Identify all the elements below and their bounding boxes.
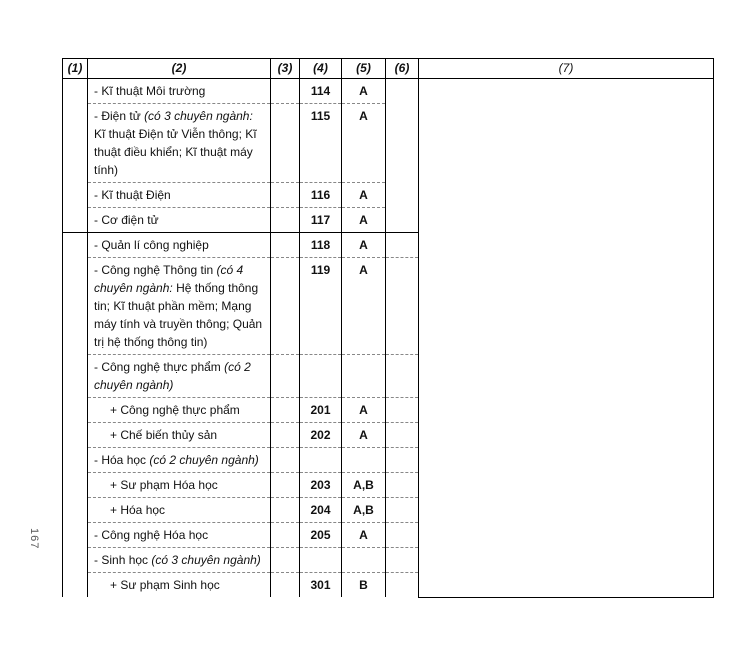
major-name: Công nghệ thực phẩm: [120, 403, 240, 417]
major-code: 114: [300, 79, 342, 104]
col6-cell: [386, 473, 419, 498]
col6-cell: [386, 355, 419, 398]
exam-block: A: [342, 258, 386, 355]
col3-cell: [271, 258, 300, 355]
major-cell: - Công nghệ Thông tin (có 4 chuyên ngành: Hệ thống thông tin; Kĩ thuật phần mềm; Mạng máy tính và truyền thông; Quản trị hệ thống thông tin): [88, 258, 271, 355]
major-name: Sinh học: [101, 553, 152, 567]
major-name: Công nghệ Hóa học: [101, 528, 209, 542]
major-code: 203: [300, 473, 342, 498]
col1-cell: [63, 233, 88, 598]
admissions-table: [62, 58, 714, 598]
col3-cell: [271, 573, 300, 598]
major-code: 204: [300, 498, 342, 523]
major-cell: - Quản lí công nghiệp: [88, 233, 271, 258]
exam-block: A: [342, 423, 386, 448]
col3-cell: [271, 233, 300, 258]
col3-cell: [271, 398, 300, 423]
major-name: Sư phạm Sinh học: [120, 578, 220, 592]
major-name: Chế biến thủy sản: [120, 428, 218, 442]
major-name: Kĩ thuật Điện: [101, 188, 171, 202]
major-name: Công nghệ Thông tin: [101, 263, 217, 277]
page-number: 167: [28, 528, 40, 550]
col3-cell: [271, 548, 300, 573]
major-cell: - Điện tử (có 3 chuyên ngành: Kĩ thuật Điện tử Viễn thông; Kĩ thuật điều khiển; Kĩ thuật máy tính): [88, 104, 271, 183]
header-col-7: (7): [419, 59, 714, 79]
col6-cell: [386, 498, 419, 523]
col3-cell: [271, 523, 300, 548]
col6-cell: [386, 233, 419, 258]
header-col-6: (6): [386, 59, 419, 79]
major-code: 117: [300, 208, 342, 233]
major-cell: - Công nghệ thực phẩm (có 2 chuyên ngành): [88, 355, 271, 398]
col1-cell: [63, 79, 88, 233]
major-name: Hóa học: [101, 453, 150, 467]
exam-block: A: [342, 523, 386, 548]
exam-block: A,B: [342, 473, 386, 498]
major-code: 202: [300, 423, 342, 448]
major-cell: - Công nghệ Hóa học: [88, 523, 271, 548]
major-name: Hóa học: [120, 503, 166, 517]
major-cell: - Kĩ thuật Môi trường: [88, 79, 271, 104]
major-note: (có 3 chuyên ngành): [151, 553, 261, 567]
major-name: Điện tử: [101, 109, 145, 123]
header-col-4: (4): [300, 59, 342, 79]
col3-cell: [271, 208, 300, 233]
exam-block: B: [342, 573, 386, 598]
header-col-5: (5): [342, 59, 386, 79]
col6-cell: [386, 523, 419, 548]
major-name: Quản lí công nghiệp: [101, 238, 209, 252]
col3-cell: [271, 498, 300, 523]
major-note-detail: Hệ thống thông tin; Kĩ thuật phần mềm; Mạng máy tính và truyền thông; Quản trị hệ thống thông tin): [94, 281, 263, 349]
header-col-1: (1): [63, 59, 88, 79]
major-code: 115: [300, 104, 342, 183]
major-cell: + Sư phạm Sinh học: [88, 573, 271, 598]
col6-cell: [386, 79, 419, 233]
col3-cell: [271, 104, 300, 183]
major-note: (có 3 chuyên ngành:: [144, 109, 253, 123]
col3-cell: [271, 448, 300, 473]
major-cell: + Công nghệ thực phẩm: [88, 398, 271, 423]
col3-cell: [271, 473, 300, 498]
exam-block: A: [342, 233, 386, 258]
col6-cell: [386, 398, 419, 423]
major-code: 201: [300, 398, 342, 423]
major-cell: - Hóa học (có 2 chuyên ngành): [88, 448, 271, 473]
major-name: Sư phạm Hóa học: [120, 478, 218, 492]
exam-block: A,B: [342, 498, 386, 523]
col3-cell: [271, 183, 300, 208]
major-note-detail: Kĩ thuật Điện tử Viễn thông; Kĩ thuật điều khiển; Kĩ thuật máy tính): [94, 127, 257, 177]
col7-cell: [419, 79, 714, 598]
major-cell: - Kĩ thuật Điện: [88, 183, 271, 208]
table-row: [63, 79, 714, 104]
major-code: [300, 548, 342, 573]
major-cell: + Sư phạm Hóa học: [88, 473, 271, 498]
exam-block: A: [342, 208, 386, 233]
table-body: [63, 79, 714, 598]
major-name: Công nghệ thực phẩm: [101, 360, 225, 374]
col3-cell: [271, 423, 300, 448]
major-code: [300, 355, 342, 398]
header-row: [63, 59, 714, 79]
major-cell: - Cơ điện tử: [88, 208, 271, 233]
col6-cell: [386, 448, 419, 473]
exam-block: A: [342, 104, 386, 183]
col6-cell: [386, 258, 419, 355]
major-note: (có 2 chuyên ngành): [94, 360, 251, 392]
major-code: 116: [300, 183, 342, 208]
exam-block: A: [342, 398, 386, 423]
exam-block: [342, 448, 386, 473]
major-code: 205: [300, 523, 342, 548]
major-code: 118: [300, 233, 342, 258]
exam-block: A: [342, 79, 386, 104]
exam-block: [342, 355, 386, 398]
major-code: 301: [300, 573, 342, 598]
major-cell: - Sinh học (có 3 chuyên ngành): [88, 548, 271, 573]
col6-cell: [386, 423, 419, 448]
col3-cell: [271, 79, 300, 104]
major-note: (có 2 chuyên ngành): [149, 453, 259, 467]
col6-cell: [386, 548, 419, 573]
major-cell: + Chế biến thủy sản: [88, 423, 271, 448]
major-code: 119: [300, 258, 342, 355]
exam-block: A: [342, 183, 386, 208]
header-col-2: (2): [88, 59, 271, 79]
major-note: (có 4 chuyên ngành:: [94, 263, 244, 295]
exam-block: [342, 548, 386, 573]
col6-cell: [386, 573, 419, 598]
major-code: [300, 448, 342, 473]
major-cell: + Hóa học: [88, 498, 271, 523]
major-name: Kĩ thuật Môi trường: [101, 84, 206, 98]
header-col-3: (3): [271, 59, 300, 79]
col3-cell: [271, 355, 300, 398]
major-name: Cơ điện tử: [101, 213, 159, 227]
